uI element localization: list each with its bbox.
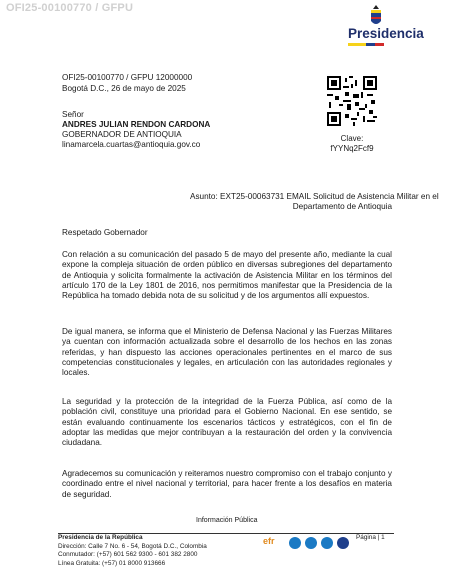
greeting: Respetado Gobernador	[62, 228, 148, 237]
paragraph-2: De igual manera, se informa que el Ministerio de Defensa Nacional y las Fuerzas Militares ya cuentan con información actualizada sobre el desarrollo de los hechos en las zonas referidas, y han dispuesto las acciones operacionales pertinentes en el marco de sus competencias constitucionales y legales, en articulación con las autoridades regionales y locales.	[62, 327, 392, 378]
doc-ref: OFI25-00100770 / GFPU 12000000	[62, 73, 193, 82]
brand-flag-bar	[348, 43, 384, 46]
footer-phone: Conmutador: (+57) 601 562 9300 - 601 382 2800	[58, 551, 198, 559]
paragraph-1: Con relación a su comunicación del pasado 5 de mayo del presente año, mediante la cual expone la compleja situación de orden público en diversas subregiones del departamento de Antioquia y solicita formalmente la activación de Asistencia Militar en los términos del artículo 170 de la Ley 1801 de 2016, nos permitimos manifestar que la Presidencia de la República ha tomado debida nota de su solicitud y de los argumentos allí expuestos.	[62, 250, 392, 301]
certification-badge-icon	[305, 537, 317, 549]
salutation-label: Señor	[62, 110, 84, 119]
clave-label: Clave:	[340, 134, 364, 143]
footer-address: Dirección: Calle 7 No. 6 - 54, Bogotá D.C., Colombia	[58, 542, 207, 550]
footer-free-line: Línea Gratuita: (+57) 01 8000 913666	[58, 559, 166, 567]
place-date: Bogotá D.C., 26 de mayo de 2025	[62, 84, 186, 93]
certification-badge-icon	[321, 537, 333, 549]
clave-block	[318, 134, 386, 153]
efr-logo: efr	[263, 536, 275, 546]
recipient-email: linamarcela.cuartas@antioquia.gov.co	[62, 140, 201, 149]
subject-line-1: Asunto: EXT25-00063731 EMAIL Solicitud de Asistencia Militar en el	[190, 192, 439, 201]
recipient-title: GOBERNADOR DE ANTIOQUIA	[62, 130, 182, 139]
recipient-name: ANDRES JULIAN RENDON CARDONA	[62, 120, 211, 129]
clave-value: fYYNq2Fcf9	[330, 143, 374, 153]
brand-name: Presidencia	[348, 26, 424, 41]
qr-code-icon	[327, 76, 377, 126]
footer-org: Presidencia de la República	[58, 534, 143, 541]
certification-badge-icon	[337, 537, 349, 549]
paragraph-4: Agradecemos su comunicación y reiteramos nuestro compromiso con el trabajo conjunto y coordinado entre el nivel nacional y territorial, para hacer frente a los desafíos en materia de seguridad.	[62, 469, 392, 499]
certification-badge-icon	[289, 537, 301, 549]
footer-contact	[58, 534, 207, 568]
page-number: Página | 1	[356, 534, 385, 541]
classification-label: Información Pública	[196, 517, 258, 524]
subject-block	[190, 192, 439, 213]
watermark-code: OFI25-00100770 / GFPU	[6, 2, 134, 14]
paragraph-3: La seguridad y la protección de la integridad de la Fuerza Pública, así como de la población civil, constituye una prioridad para el Gobierno Nacional. En ese sentido, se están evaluando continuamente los escenarios tácticos y estratégicos, con el fin de adoptar las medidas que mejor contribuyan a la restauración del orden y la convivencia ciudadana.	[62, 397, 392, 448]
subject-line-2: Departamento de Antioquia	[292, 202, 392, 212]
